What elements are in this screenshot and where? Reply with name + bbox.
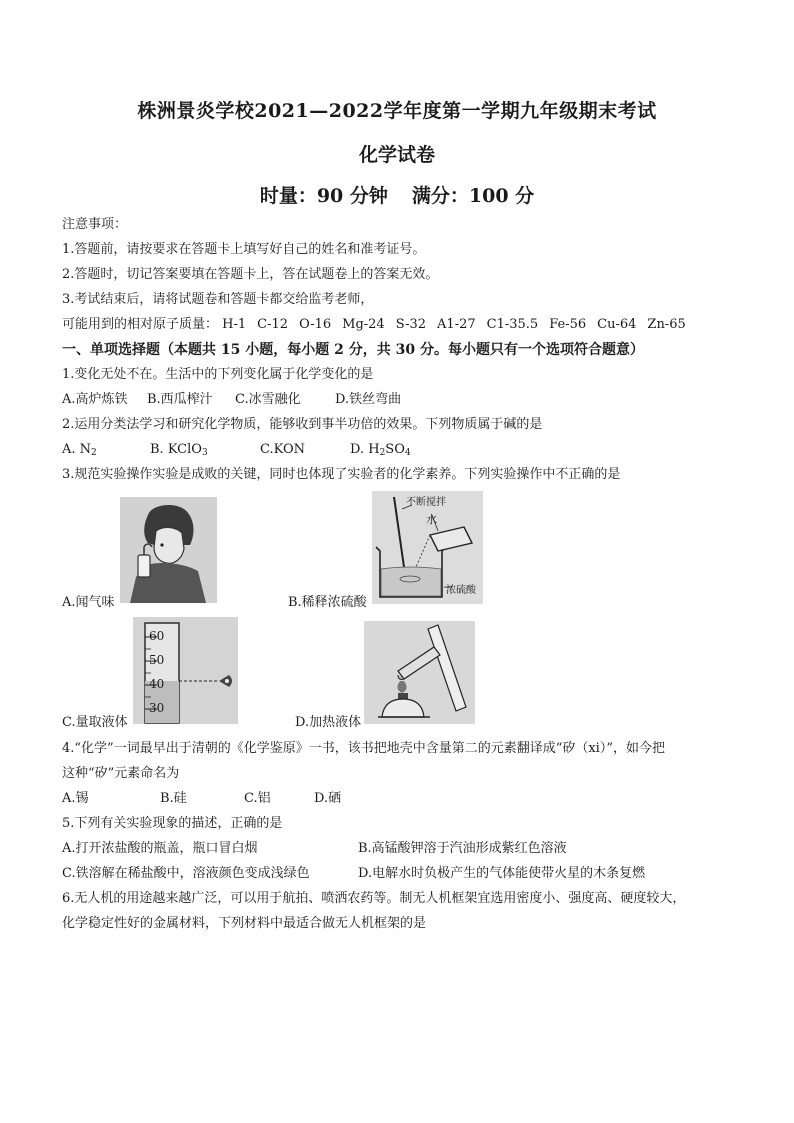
q4-option-d: D.硒	[314, 791, 342, 806]
atomic-mass: Cu-64	[597, 317, 637, 332]
q3-option-a: A.闻气味	[62, 595, 115, 610]
figure-smell-odor	[120, 497, 217, 603]
q5-option-b: B.高锰酸钾溶于汽油形成紫红色溶液	[358, 841, 567, 856]
atomic-mass: Mg-24	[342, 317, 385, 332]
q1-option-a: A.高炉炼铁	[62, 392, 128, 407]
atomic-mass: A1-27	[437, 317, 476, 332]
fig-b-label-water: 水	[426, 513, 437, 526]
score-label: 满分：100 分	[411, 185, 535, 207]
q4-stem-line-2: 这种“矽”元素命名为	[62, 766, 180, 781]
q6-stem-line-1: 6.无人机的用途越来越广泛，可以用于航拍、喷洒农药等。制无人机框架宜选用密度小、强度高、硬度较大，	[62, 891, 686, 906]
q5-options-row-2	[62, 865, 645, 883]
cylinder-tick-30: 30	[149, 701, 165, 715]
notice-item-2: 2.答题时，切记答案要填在答题卡上，答在试题卷上的答案无效。	[62, 267, 439, 282]
figure-measure-liquid	[133, 617, 238, 724]
q1-option-b: B.西瓜榨汁	[147, 392, 213, 407]
q2-option-a: A. $N_2$	[62, 442, 97, 458]
person-smelling-illustration	[120, 497, 217, 603]
time-label: 时量：90 分钟	[259, 185, 388, 207]
section-1-heading: 一、单项选择题（本题共 15 小题，每小题 2 分，共 30 分。每小题只有一个选项符合题意）	[62, 342, 644, 358]
q5-stem: 5.下列有关实验现象的描述，正确的是	[62, 816, 283, 831]
fig-b-label-acid: 浓硫酸	[446, 585, 476, 596]
notice-heading: 注意事项：	[62, 217, 128, 232]
atomic-mass: Fe-56	[549, 317, 587, 332]
q5-option-d: D.电解水时负极产生的气体能使带火星的木条复燃	[358, 866, 646, 881]
q2-option-b: B. KClO$_3$	[150, 442, 208, 458]
q4-option-a: A.锡	[62, 791, 89, 806]
q2-stem: 2.运用分类法学习和研究化学物质，能够收到事半功倍的效果。下列物质属于碱的是	[62, 417, 543, 432]
q2-option-d: D. $H_2SO_4$	[350, 442, 411, 458]
fig-b-label-stir: 不断搅拌	[406, 497, 446, 508]
atomic-mass: H-1	[222, 317, 247, 332]
q2-options	[62, 441, 411, 459]
q3-option-b: B.稀释浓硫酸	[288, 595, 367, 610]
q4-option-c: C.铝	[244, 791, 271, 806]
q1-option-c: C.冰雪融化	[235, 392, 301, 407]
q5-options-row-1	[62, 840, 567, 858]
atomic-masses	[62, 316, 697, 334]
q1-option-d: D.铁丝弯曲	[335, 392, 402, 407]
notice-item-1: 1.答题前，请按要求在答题卡上填写好自己的姓名和准考证号。	[62, 242, 426, 257]
q2-option-c: C.KON	[260, 442, 306, 457]
atomic-mass: S-32	[395, 317, 427, 332]
notice-item-3: 3.考试结束后，请将试题卷和答题卡都交给监考老师，	[62, 292, 374, 307]
figure-heat-liquid	[364, 621, 475, 724]
cylinder-tick-60: 60	[149, 629, 165, 643]
atomic-mass: C-12	[257, 317, 289, 332]
q3-option-d: D.加热液体	[295, 715, 362, 730]
cylinder-tick-40: 40	[149, 677, 165, 691]
exam-time-score	[0, 181, 794, 208]
q1-stem: 1.变化无处不在。生活中的下列变化属于化学变化的是	[62, 367, 374, 382]
q1-options	[62, 391, 401, 409]
q4-option-b: B.硅	[160, 791, 187, 806]
q4-options	[62, 790, 341, 808]
exam-subtitle: 化学试卷	[358, 144, 435, 166]
atomic-mass: C1-35.5	[486, 317, 539, 332]
q3-stem: 3.规范实验操作实验是成败的关键，同时也体现了实验者的化学素养。下列实验操作中不正确的是	[62, 467, 621, 482]
q4-stem-line-1: 4.“化学”一词最早出于清朝的《化学鉴原》一书，该书把地壳中含量第二的元素翻译成“矽（xi）”，如今把	[62, 741, 665, 756]
q6-stem-line-2: 化学稳定性好的金属材料，下列材料中最适合做无人机框架的是	[62, 916, 427, 931]
exam-title: 株洲景炎学校2021—2022学年度第一学期九年级期末考试	[137, 100, 657, 122]
q5-option-a: A.打开浓盐酸的瓶盖，瓶口冒白烟	[62, 841, 258, 856]
cylinder-tick-50: 50	[149, 653, 165, 667]
atomic-mass: O-16	[299, 317, 332, 332]
q5-option-c: C.铁溶解在稀盐酸中，溶液颜色变成浅绿色	[62, 866, 310, 881]
q3-option-c: C.量取液体	[62, 715, 128, 730]
atomic-mass: Zn-65	[647, 317, 686, 332]
figure-dilute-acid	[372, 491, 483, 604]
heat-liquid-illustration	[364, 621, 475, 724]
atomic-masses-label: 可能用到的相对原子质量：	[62, 317, 219, 332]
